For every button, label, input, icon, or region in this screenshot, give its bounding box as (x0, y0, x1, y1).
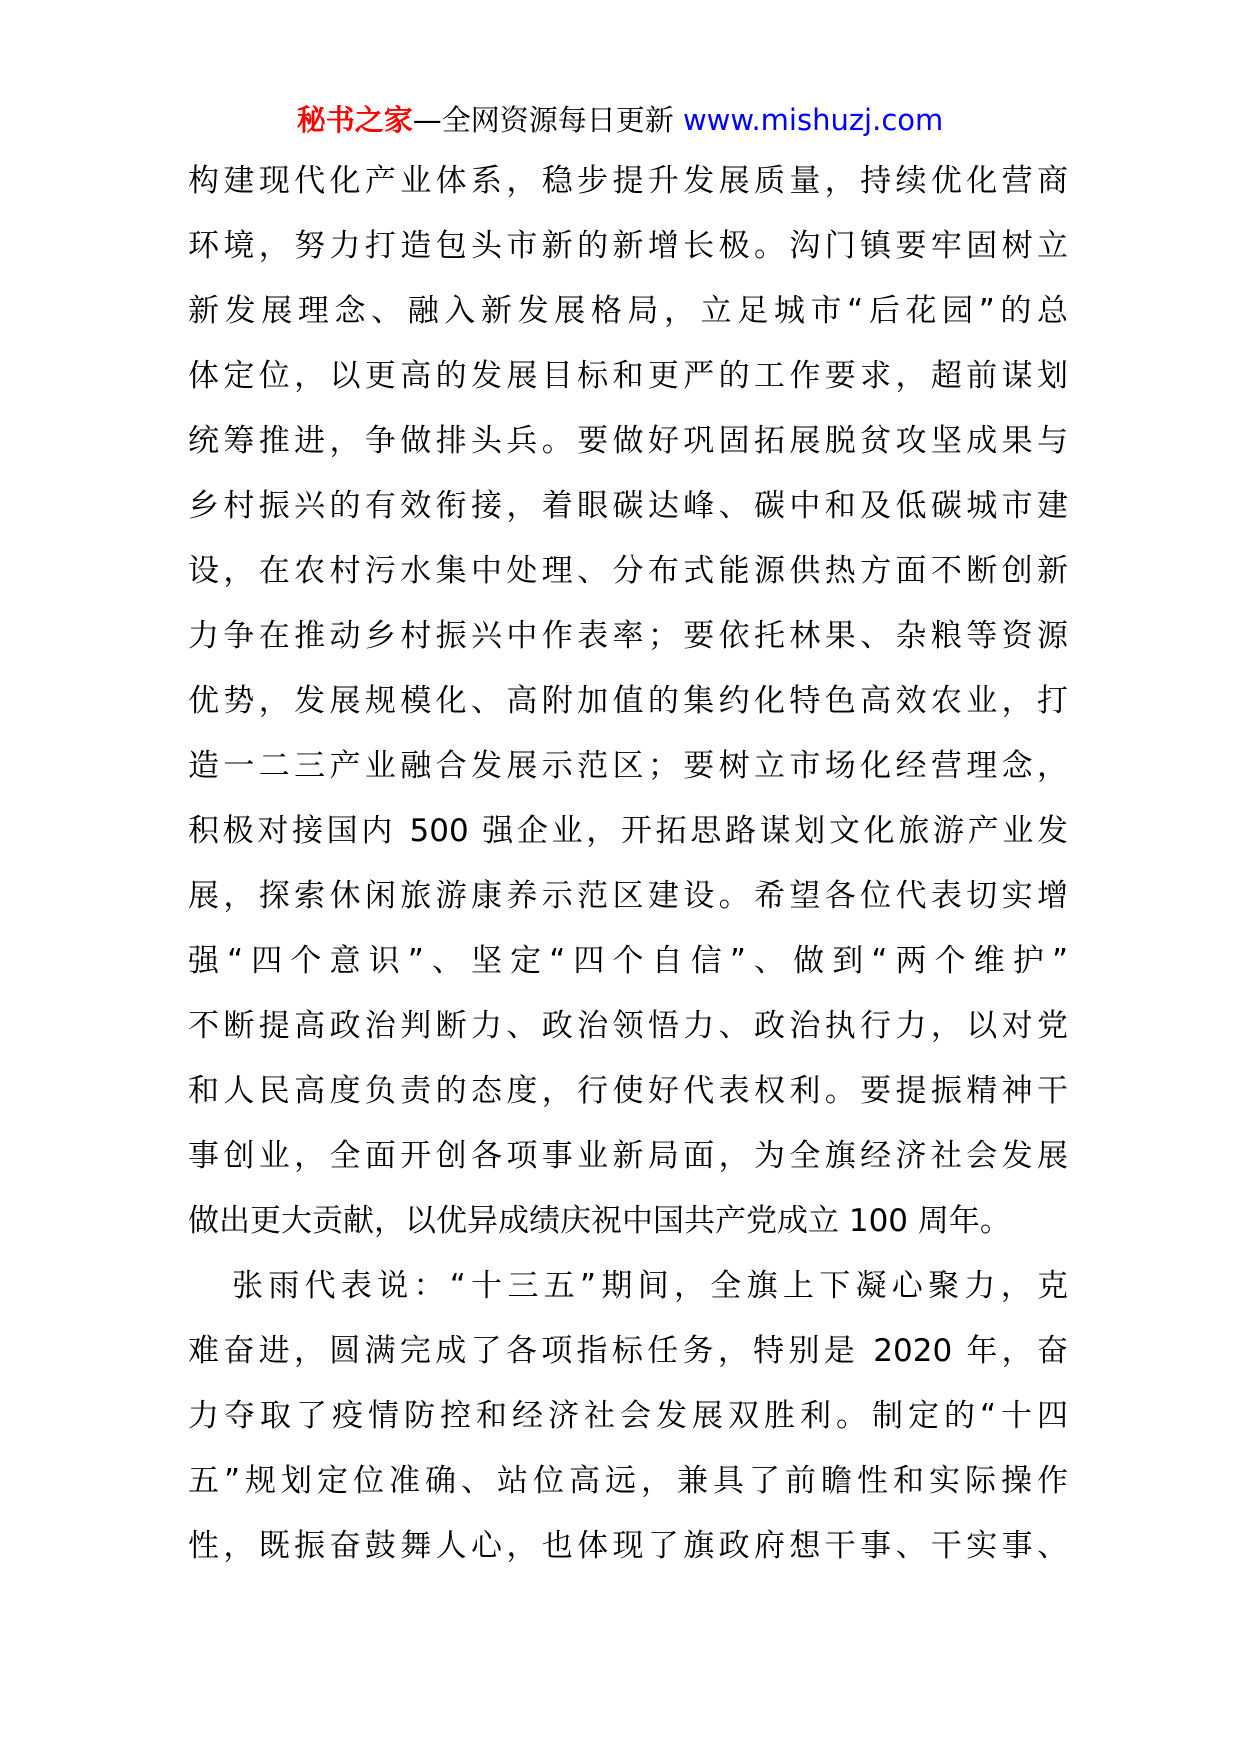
text-line: 事创业，全面开创各项事业新局面，为全旗经济社会发展 (188, 1138, 1068, 1174)
text-line: 造一二三产业融合发展示范区；要树立市场化经营理念， (188, 748, 1068, 784)
document-body (188, 149, 1068, 1579)
text-line: 新发展理念、融入新发展格局，立足城市“后花园”的总 (188, 293, 1068, 329)
text-line: 体定位，以更高的发展目标和更严的工作要求，超前谋划 (188, 358, 1068, 394)
text-line: 展，探索休闲旅游康养示范区建设。希望各位代表切实增 (188, 878, 1068, 914)
text-line: 难奋进，圆满完成了各项指标任务，特别是 2020 年，奋 (188, 1333, 1068, 1369)
text-line: 积极对接国内 500 强企业，开拓思路谋划文化旅游产业发 (188, 813, 1068, 849)
text-line: 五”规划定位准确、站位高远，兼具了前瞻性和实际操作 (188, 1463, 1068, 1499)
text-line: 力争在推动乡村振兴中作表率；要依托林果、杂粮等资源 (188, 618, 1068, 654)
page-header (0, 100, 1240, 140)
paragraph-first-line: 张雨代表说：“十三五”期间，全旗上下凝心聚力，克 (232, 1268, 1068, 1304)
header-brand: 秘书之家 (296, 103, 413, 137)
text-line: 优势，发展规模化、高附加值的集约化特色高效农业，打 (188, 683, 1068, 719)
header-tagline: —全网资源每日更新 (412, 103, 674, 137)
text-line: 构建现代化产业体系，稳步提升发展质量，持续优化营商 (188, 163, 1068, 199)
text-line: 做出更大贡献，以优异成绩庆祝中国共产党成立 100 周年。 (188, 1203, 1011, 1239)
header-url[interactable]: www.mishuzj.com (682, 103, 944, 137)
text-line: 不断提高政治判断力、政治领悟力、政治执行力，以对党 (188, 1008, 1068, 1044)
text-line: 统筹推进，争做排头兵。要做好巩固拓展脱贫攻坚成果与 (188, 423, 1068, 459)
text-line: 强“四个意识”、坚定“四个自信”、做到“两个维护” (188, 943, 1068, 979)
text-line: 和人民高度负责的态度，行使好代表权利。要提振精神干 (188, 1073, 1068, 1109)
text-line: 性，既振奋鼓舞人心，也体现了旗政府想干事、干实事、 (188, 1528, 1068, 1564)
text-line: 力夺取了疫情防控和经济社会发展双胜利。制定的“十四 (188, 1398, 1068, 1434)
text-line: 乡村振兴的有效衔接，着眼碳达峰、碳中和及低碳城市建 (188, 488, 1068, 524)
text-line: 设，在农村污水集中处理、分布式能源供热方面不断创新 (188, 553, 1068, 589)
text-line: 环境，努力打造包头市新的新增长极。沟门镇要牢固树立 (188, 228, 1068, 264)
